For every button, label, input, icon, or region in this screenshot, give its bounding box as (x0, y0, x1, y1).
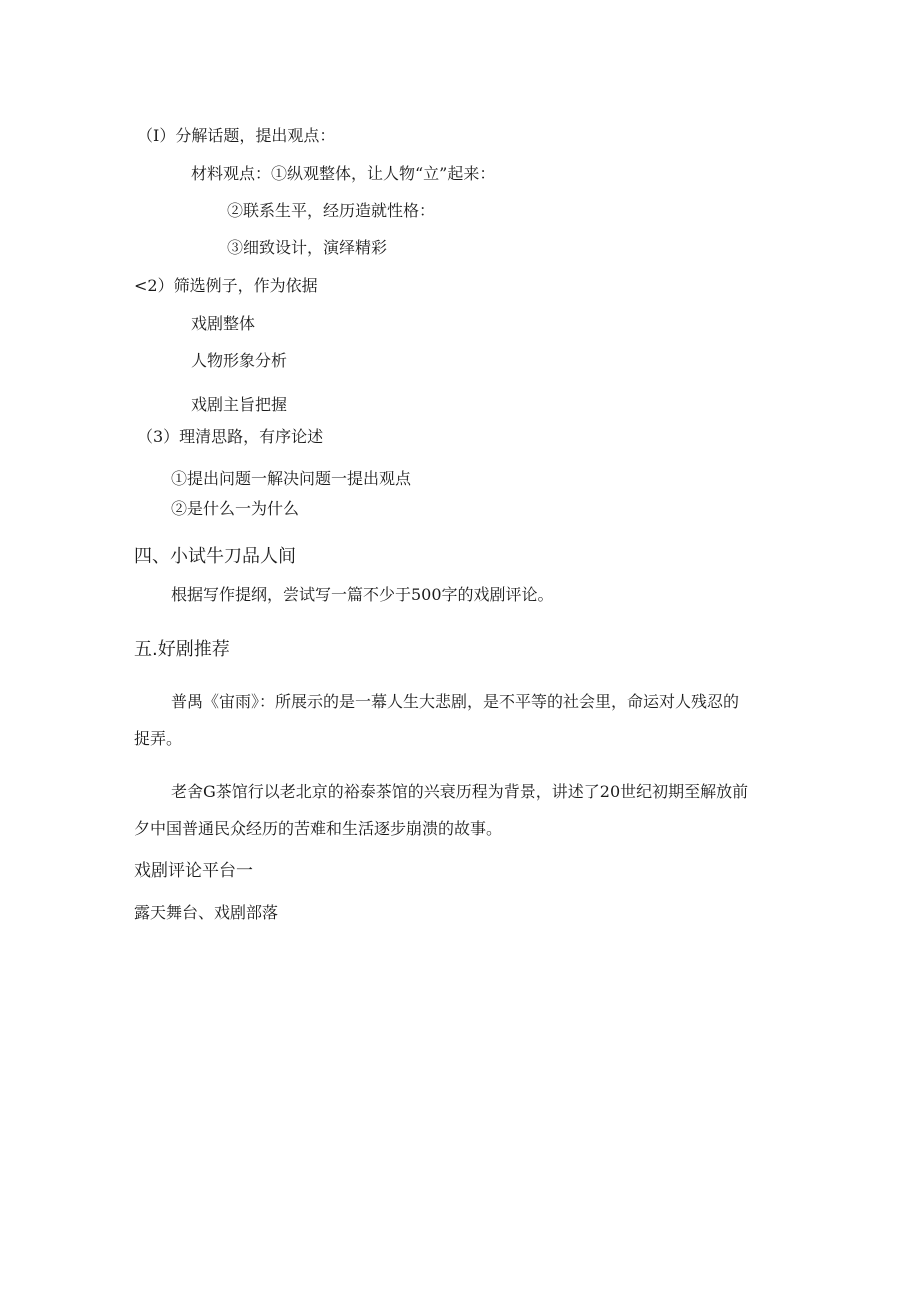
example-item: 人物形象分析 (191, 351, 288, 370)
section-four-heading: 四、小试牛刀品人间 (134, 546, 296, 567)
example-item: 戏剧主旨把握 (191, 395, 288, 414)
step1-heading: （I）分解话题，提出观点： (137, 126, 336, 145)
viewpoint-item: ②联系生平，经历造就性格： (227, 201, 436, 220)
recommendation-paragraph: 老舍G茶馆行以老北京的裕泰茶馆的兴衰历程为背景，讲述了20世纪初期至解放前 (171, 782, 749, 801)
example-item: 戏剧整体 (191, 314, 256, 333)
section-five-heading: 五.好剧推荐 (134, 639, 230, 660)
reasoning-item: ①提出问题一解决问题一提出观点 (171, 469, 412, 488)
step3-heading: （3）理清思路，有序论述 (137, 427, 324, 446)
section-four-text: 根据写作提纲，尝试写一篇不少于500字的戏剧评论。 (171, 585, 554, 604)
recommendation-paragraph: 普禺《宙雨》：所展示的是一幕人生大悲剧，是不平等的社会里，命运对人残忍的 (171, 692, 740, 711)
recommendation-paragraph-continued: 捉弄。 (134, 729, 183, 748)
review-platforms-list: 露天舞台、戏剧部落 (134, 903, 279, 922)
viewpoint-item: ③细致设计，演绎精彩 (227, 238, 388, 257)
recommendation-paragraph-continued: 夕中国普通民众经历的苦难和生活逐步崩溃的故事。 (134, 819, 503, 838)
step2-heading: <2）筛选例子，作为依据 (134, 276, 318, 295)
reasoning-item: ②是什么一为什么 (171, 499, 300, 518)
material-viewpoint-line: 材料观点：①纵观整体，让人物“立”起来： (191, 164, 496, 183)
review-platforms-heading: 戏剧评论平台一 (134, 861, 253, 881)
